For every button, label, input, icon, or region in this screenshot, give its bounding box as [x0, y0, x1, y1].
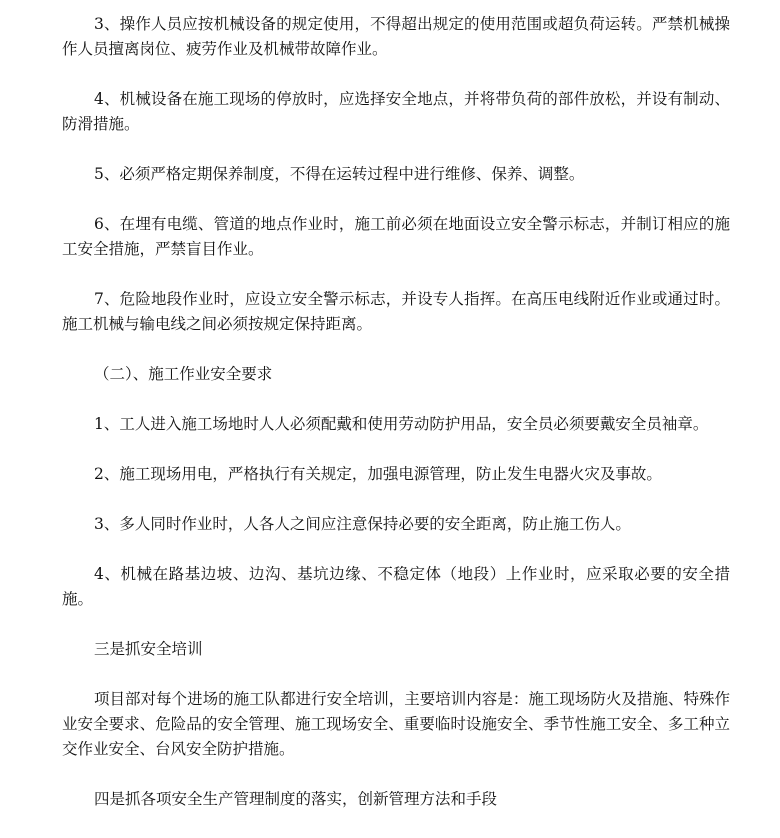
- paragraph-work-rule-2: 2、施工现场用电，严格执行有关规定，加强电源管理，防止发生电器火灾及事故。: [94, 465, 662, 483]
- paragraph-training-content: 项目部对每个进场的施工队都进行安全培训，主要培训内容是：施工现场防火及措施、特殊作业安全要求、危险品的安全管理、施工现场安全、重要临时设施安全、季节性施工安全、多工种立交作业安全、台风安全防护措施。: [62, 690, 730, 758]
- paragraph-machine-rule-6: 6、在埋有电缆、管道的地点作业时，施工前必须在地面设立安全警示标志，并制订相应的施工安全措施，严禁盲目作业。: [62, 215, 730, 258]
- section-heading-management: 四是抓各项安全生产管理制度的落实，创新管理方法和手段: [94, 790, 498, 808]
- paragraph-work-rule-3: 3、多人同时作业时，人各人之间应注意保持必要的安全距离，防止施工伤人。: [94, 515, 631, 533]
- section-heading-training: 三是抓安全培训: [94, 640, 203, 658]
- section-heading-work-safety: （二）、施工作业安全要求: [94, 365, 273, 383]
- paragraph-work-rule-1: 1、工人进入施工场地时人人必须配戴和使用劳动防护用品，安全员必须要戴安全员袖章。: [94, 415, 709, 433]
- paragraph-machine-rule-5: 5、必须严格定期保养制度，不得在运转过程中进行维修、保养、调整。: [94, 165, 585, 183]
- paragraph-machine-rule-7: 7、危险地段作业时，应设立安全警示标志，并设专人指挥。在高压电线附近作业或通过时。施工机械与输电线之间必须按规定保持距离。: [62, 290, 730, 333]
- paragraph-work-rule-4: 4、机械在路基边坡、边沟、基坑边缘、不稳定体（地段）上作业时，应采取必要的安全措施。: [62, 565, 730, 608]
- paragraph-machine-rule-4: 4、机械设备在施工现场的停放时，应选择安全地点，并将带负荷的部件放松，并设有制动、防滑措施。: [62, 90, 730, 133]
- document-page: [62, 0, 730, 812]
- paragraph-machine-rule-3: 3、操作人员应按机械设备的规定使用，不得超出规定的使用范围或超负荷运转。严禁机械操作人员擅离岗位、疲劳作业及机械带故障作业。: [62, 15, 730, 58]
